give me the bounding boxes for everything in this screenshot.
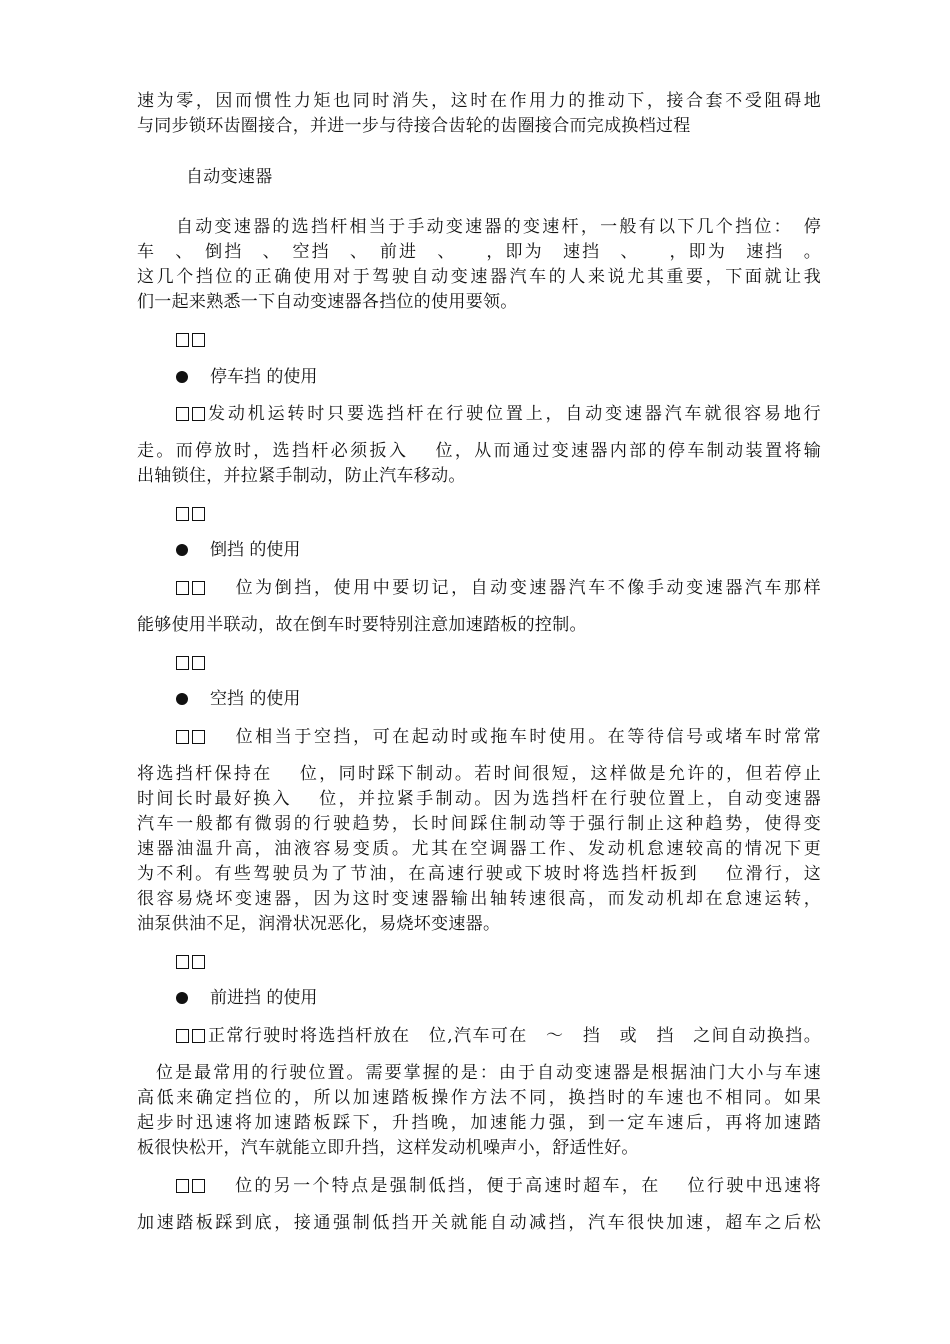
placeholder-box-icon [176, 656, 189, 670]
placeholder-box-icon [192, 656, 205, 670]
paragraph-line: 高低来确定挡位的，所以加速踏板操作方法不同，换挡时的车速也不相同。如果 [137, 1088, 821, 1108]
placeholder-box-icon [192, 507, 205, 521]
placeholder-boxes [176, 651, 208, 675]
placeholder-box-icon [176, 955, 189, 969]
paragraph-line-text: 位为倒挡，使用中要切记，自动变速器汽车不像手动变速器汽车那样 [208, 578, 821, 598]
placeholder-box-icon [176, 581, 189, 595]
placeholder-boxes [176, 328, 208, 352]
placeholder-box-icon [192, 581, 205, 595]
paragraph-line: 加速踏板踩到底，接通强制低挡开关就能自动减挡，汽车很快加速，超车之后松 [137, 1213, 821, 1233]
section-heading-label: 倒挡 的使用 [210, 540, 301, 560]
paragraph-line-text: 位相当于空挡，可在起动时或拖车时使用。在等待信号或堵车时常常 [208, 727, 821, 747]
paragraph-line [176, 725, 821, 749]
paragraph-line-text: 正常行驶时将选挡杆放在 位,汽车可在 ～ 挡 或 挡 之间自动换挡。 [208, 1026, 821, 1046]
paragraph-line [176, 402, 821, 426]
paragraph-line: 很容易烧坏变速器，因为这时变速器输出轴转速很高，而发动机却在怠速运转， [137, 889, 821, 909]
placeholder-box-icon [176, 407, 189, 421]
paragraph-line: 走。而停放时，选挡杆必须扳入 位，从而通过变速器内部的停车制动装置将输 [137, 441, 821, 461]
paragraph-line: 将选挡杆保持在 位，同时踩下制动。若时间很短，这样做是允许的，但若停止 [137, 764, 821, 784]
paragraph-line: 起步时迅速将加速踏板踩下，升挡晚，加速能力强，到一定车速后，再将加速踏 [137, 1113, 821, 1133]
paragraph-line: 位是最常用的行驶位置。需要掌握的是：由于自动变速器是根据油门大小与车速 [137, 1063, 821, 1083]
placeholder-boxes [176, 502, 208, 526]
paragraph-line [176, 1174, 821, 1198]
paragraph-line-text: 发动机运转时只要选挡杆在行驶位置上，自动变速器汽车就很容易地行 [208, 404, 821, 424]
paragraph-line: 为不利。有些驾驶员为了节油，在高速行驶或下坡时将选挡杆扳到 位滑行，这 [137, 864, 821, 884]
paragraph-line: 速器油温升高，油液容易变质。尤其在空调器工作、发动机怠速较高的情况下更 [137, 839, 821, 859]
paragraph-line: 汽车一般都有微弱的行驶趋势，长时间踩住制动等于强行制止这种趋势，使得变 [137, 814, 821, 834]
placeholder-box-icon [176, 1179, 189, 1193]
section-heading [176, 687, 300, 711]
paragraph-line-text: 位的另一个特点是强制低挡，便于高速时超车，在 位行驶中迅速将 [208, 1176, 821, 1196]
bullet-icon [176, 992, 188, 1004]
placeholder-boxes [176, 950, 208, 974]
section-heading-label: 前进挡 的使用 [210, 988, 318, 1008]
placeholder-box-icon [192, 955, 205, 969]
text-line: 们一起来熟悉一下自动变速器各挡位的使用要领。 [137, 292, 518, 312]
placeholder-box-icon [176, 507, 189, 521]
placeholder-box-icon [176, 333, 189, 347]
placeholder-box-icon [192, 407, 205, 421]
text-line: 速为零，因而惯性力矩也同时消失，这时在作用力的推动下，接合套不受阻碍地 [137, 91, 821, 111]
bullet-icon [176, 371, 188, 383]
paragraph-line: 油泵供油不足，润滑状况恶化，易烧坏变速器。 [137, 914, 501, 934]
paragraph-line [176, 1024, 821, 1048]
bullet-icon [176, 544, 188, 556]
section-heading [176, 986, 317, 1010]
paragraph-line: 出轴锁住，并拉紧手制动，防止汽车移动。 [137, 466, 466, 486]
text-line: 与同步锁环齿圈接合，并进一步与待接合齿轮的齿圈接合而完成换档过程 [137, 116, 691, 136]
paragraph-line: 板很快松开，汽车就能立即升挡，这样发动机噪声小，舒适性好。 [137, 1138, 639, 1158]
text-line: 自动变速器 [186, 167, 273, 187]
text-line: 这几个挡位的正确使用对于驾驶自动变速器汽车的人来说尤其重要，下面就让我 [137, 267, 821, 287]
text-line: 车 、 倒挡 、 空挡 、 前进 、 ，即为 速挡 、 ，即为 速挡 。 [137, 242, 821, 262]
paragraph-line: 能够使用半联动，故在倒车时要特别注意加速踏板的控制。 [137, 615, 587, 635]
placeholder-box-icon [192, 333, 205, 347]
bullet-icon [176, 693, 188, 705]
paragraph-line [176, 576, 821, 600]
placeholder-box-icon [192, 1179, 205, 1193]
text-line: 自动变速器的选挡杆相当于手动变速器的变速杆，一般有以下几个挡位： 停 [176, 217, 821, 237]
placeholder-box-icon [176, 730, 189, 744]
placeholder-box-icon [192, 1029, 205, 1043]
section-heading [176, 365, 317, 389]
placeholder-box-icon [176, 1029, 189, 1043]
placeholder-box-icon [192, 730, 205, 744]
section-heading-label: 空挡 的使用 [210, 689, 301, 709]
section-heading-label: 停车挡 的使用 [210, 367, 318, 387]
paragraph-line: 时间长时最好换入 位，并拉紧手制动。因为选挡杆在行驶位置上，自动变速器 [137, 789, 821, 809]
section-heading [176, 538, 300, 562]
